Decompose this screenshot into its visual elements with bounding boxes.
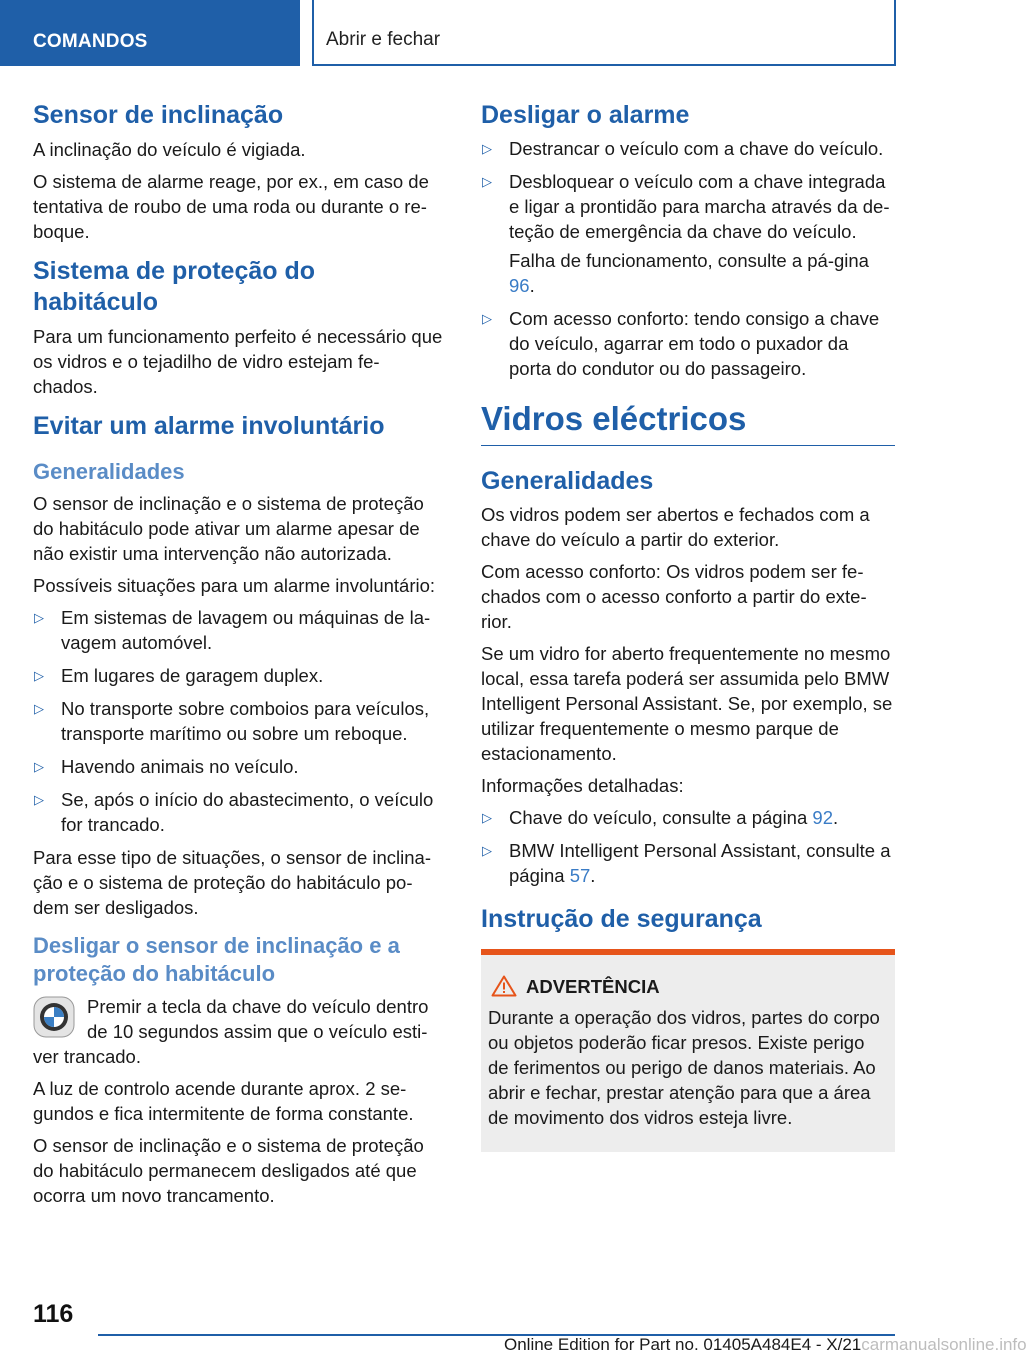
page-link[interactable]: 92 (812, 807, 833, 828)
list-item: ▷ Desbloquear o veículo com a chave integrada e ligar a prontidão para marcha através da de-teção de emergência da chave do veículo. Falha de funcionamento, consulte a pá-gina 96. (481, 169, 895, 298)
triangle-bullet-icon: ▷ (34, 792, 44, 807)
warning-box (481, 949, 895, 1152)
subheading-general: Generalidades (481, 467, 654, 495)
section-tab (0, 0, 300, 66)
right-column (481, 100, 895, 1152)
list-item: ▷ Havendo animais no veículo. (34, 756, 299, 777)
heading-power-windows: Vidros eléctricos (481, 399, 895, 446)
paragraph: Para um funcionamento perfeito é necessário que os vidros e o tejadilho de vidro estejam fe-chados. (33, 326, 443, 397)
page-link[interactable]: 57 (569, 865, 591, 886)
triangle-bullet-icon: ▷ (34, 610, 44, 625)
paragraph: Os vidros podem ser abertos e fechados com a chave do veículo a partir do exterior. (481, 504, 870, 550)
bullet-list (33, 605, 443, 837)
malfunction-note: Falha de funcionamento, consulte a pá-gina 96. (509, 250, 869, 296)
triangle-bullet-icon: ▷ (34, 701, 44, 716)
paragraph: A inclinação do veículo é vigiada. (33, 139, 306, 160)
triangle-bullet-icon: ▷ (34, 759, 44, 774)
triangle-bullet-icon: ▷ (482, 810, 492, 825)
list-item: ▷ Em sistemas de lavagem ou máquinas de la-vagem automóvel. (34, 607, 431, 653)
list-item: ▷ Em lugares de garagem duplex. (34, 665, 324, 686)
paragraph: Com acesso conforto: Os vidros podem ser fe-chados com o acesso conforto a partir do exte-rior. (481, 561, 867, 632)
warning-text: Durante a operação dos vidros, partes do corpo ou objetos poderão ficar presos. Existe perigo de ferimentos ou perigo de danos materiais. Ao abrir e fechar, prestar atenção para que a área de movimento dos vidros esteja livre. (488, 1007, 880, 1128)
list-item: ▷ BMW Intelligent Personal Assistant, consulte a página 57. (482, 840, 891, 886)
bmw-key-icon (33, 996, 75, 1038)
left-column (33, 100, 443, 1215)
heading-disable-alarm: Desligar o alarme (481, 101, 690, 129)
footer-edition: Online Edition for Part no. 01405A484E4 - X/21carmanualsonline.info (504, 1335, 1027, 1354)
paragraph: O sistema de alarme reage, por ex., em caso de tentativa de roubo de uma roda ou durante o re-boque. (33, 171, 429, 242)
list-item: ▷ Chave do veículo, consulte a página 92. (482, 807, 839, 828)
subheading-general: Generalidades (33, 459, 185, 484)
warning-header (488, 975, 887, 999)
paragraph: Para esse tipo de situações, o sensor de inclina-ção e o sistema de proteção do habitáculo po-dem ser desligados. (33, 847, 431, 918)
paragraph: O sensor de inclinação e o sistema de proteção do habitáculo permanecem desligados até que ocorra um novo trancamento. (33, 1135, 424, 1206)
paragraph: Informações detalhadas: (481, 775, 684, 796)
triangle-bullet-icon: ▷ (482, 174, 492, 189)
triangle-bullet-icon: ▷ (482, 843, 492, 858)
bullet-list (481, 805, 895, 888)
heading-avoid-false-alarm: Evitar um alarme involuntário (33, 412, 385, 440)
key-instruction (33, 994, 443, 1069)
heading-tilt-sensor: Sensor de inclinação (33, 101, 284, 129)
paragraph: A luz de controlo acende durante aprox. 2 se-gundos e fica intermitente de forma constante. (33, 1078, 414, 1124)
paragraph: Premir a tecla da chave do veículo dentro de 10 segundos assim que o veículo esti-ver trancado. (33, 996, 429, 1067)
page-number: 116 (33, 1300, 74, 1328)
heading-interior-protection: Sistema de proteção do habitáculo (33, 257, 316, 316)
list-item: ▷ Se, após o início do abastecimento, o veículo for trancado. (34, 789, 434, 835)
heading-disable-sensor: Desligar o sensor de inclinação e a proteção do habitáculo (33, 933, 400, 986)
triangle-bullet-icon: ▷ (34, 668, 44, 683)
watermark: carmanualsonline.info (861, 1335, 1027, 1354)
paragraph: O sensor de inclinação e o sistema de proteção do habitáculo pode ativar um alarme apesar de não existir uma intervenção não autorizada. (33, 493, 424, 564)
paragraph: Se um vidro for aberto frequentemente no mesmo local, essa tarefa poderá ser assumida pelo BMW Intelligent Personal Assistant. Se, por exemplo, se utilizar frequentemente o mesmo parque de estacionamento. (481, 643, 893, 764)
paragraph: Possíveis situações para um alarme involuntário: (33, 575, 436, 596)
warning-triangle-icon (491, 975, 517, 997)
list-item: ▷ No transporte sobre comboios para veículos, transporte marítimo ou sobre um reboque. (34, 698, 430, 744)
page-link[interactable]: 96 (509, 275, 530, 296)
section-title: COMANDOS (33, 31, 148, 52)
triangle-bullet-icon: ▷ (482, 311, 492, 326)
triangle-bullet-icon: ▷ (482, 141, 492, 156)
bullet-list (481, 136, 895, 381)
list-item: ▷ Com acesso conforto: tendo consigo a chave do veículo, agarrar em todo o puxador da porta do condutor ou do passageiro. (482, 308, 880, 379)
chapter-tab (312, 0, 896, 66)
heading-safety-instruction: Instrução de segurança (481, 905, 762, 933)
list-item: ▷ Destrancar o veículo com a chave do veículo. (482, 138, 884, 159)
warning-title: ADVERTÊNCIA (526, 976, 660, 997)
chapter-title: Abrir e fechar (326, 29, 441, 50)
